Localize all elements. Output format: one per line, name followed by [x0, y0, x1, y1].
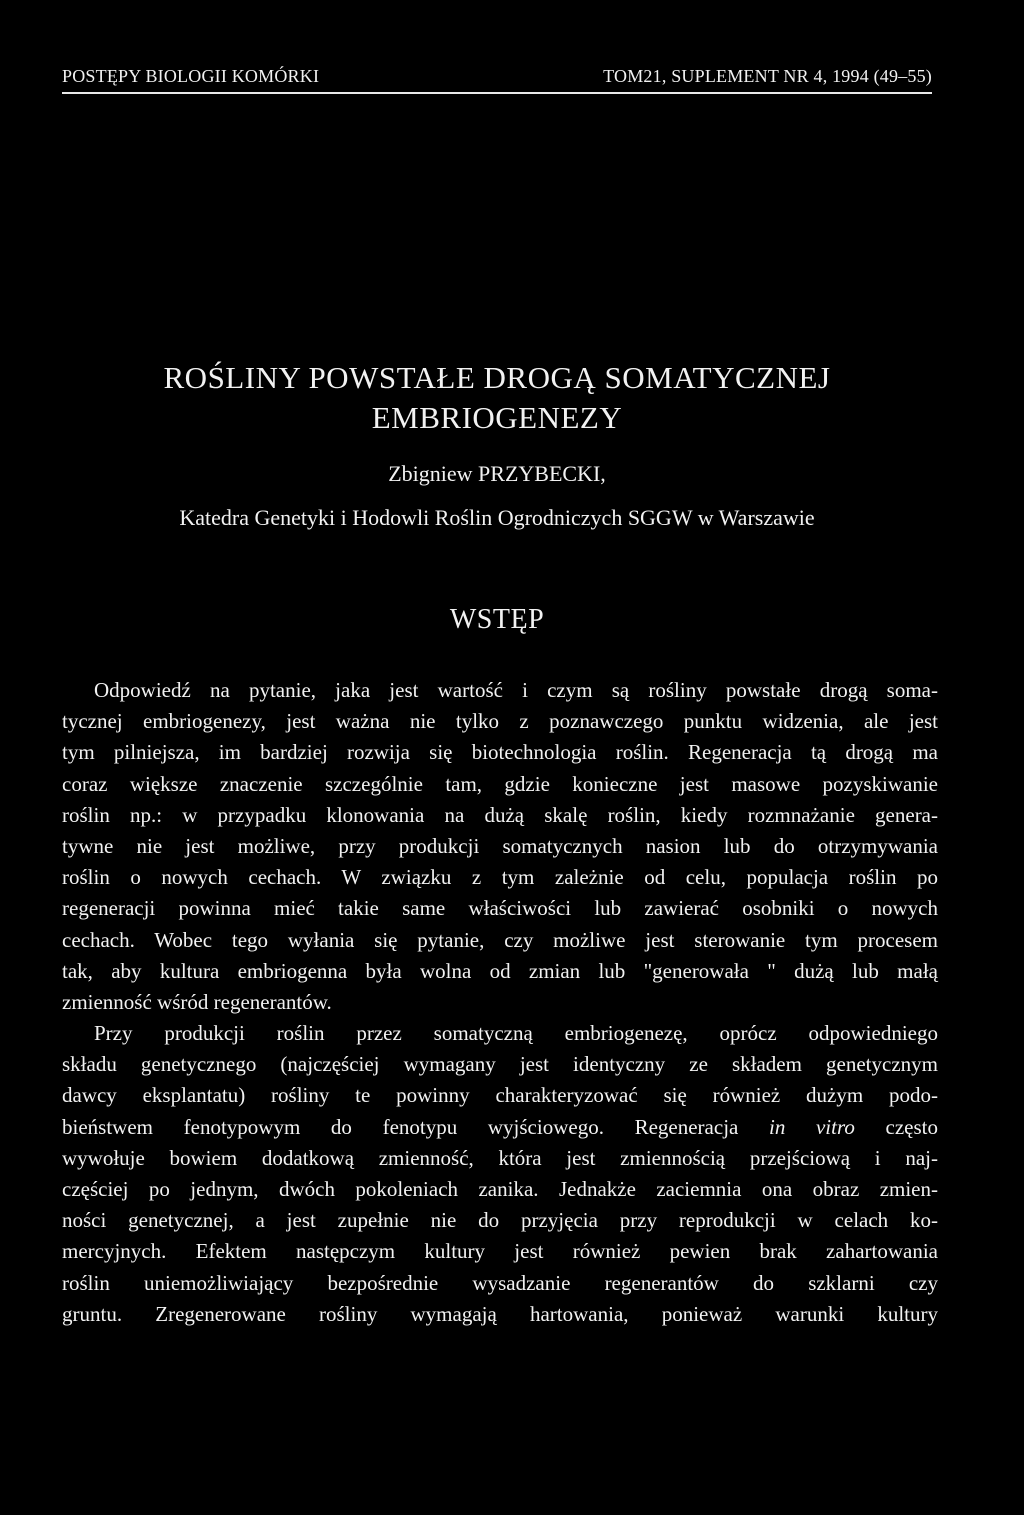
body-text	[62, 675, 938, 1330]
author-name: Zbigniew PRZYBECKI,	[388, 461, 606, 486]
header-rule	[62, 92, 932, 94]
body-line: tywne nie jest możliwe, przy produkcji somatycznych nasion lub do otrzymywania	[62, 833, 938, 858]
body-line: roślin np.: w przypadku klonowania na dużą skalę roślin, kiedy rozmnażanie genera-	[62, 802, 938, 827]
volume-info: TOM21, SUPLEMENT NR 4, 1994 (49–55)	[603, 66, 932, 86]
title-line: EMBRIOGENEZY	[371, 400, 623, 435]
latin-term: in vitro	[769, 1114, 855, 1139]
body-line: roślin uniemożliwiający bezpośrednie wysadzanie regenerantów do szklarni czy	[62, 1270, 938, 1295]
body-line: tycznej embriogenezy, jest ważna nie tylko z poznawczego punktu widzenia, ale jest	[62, 709, 938, 734]
body-line: mercyjnych. Efektem następczym kultury jest również pewien brak zahartowania	[62, 1239, 938, 1264]
body-line: coraz większe znaczenie szczególnie tam, gdzie konieczne jest masowe pozyskiwanie	[62, 771, 938, 796]
article-title	[62, 358, 932, 438]
section-heading: WSTĘP	[449, 604, 545, 635]
body-line: Odpowiedź na pytanie, jaka jest wartość i czym są rośliny powstałe drogą soma-	[94, 678, 938, 702]
body-line: cechach. Wobec tego wyłania się pytanie, czy możliwe jest sterowanie tym procesem	[62, 927, 938, 952]
body-line: dawcy eksplantatu) rośliny te powinny charakteryzować się również dużym podo-	[62, 1083, 938, 1108]
body-line: wywołuje bowiem dodatkową zmienność, która jest zmiennością przejściową i naj-	[62, 1145, 938, 1170]
body-line: regeneracji powinna mieć takie same właściwości lub zawierać osobniki o nowych	[62, 896, 938, 921]
title-line: ROŚLINY POWSTAŁE DROGĄ SOMATYCZNEJ	[163, 360, 831, 395]
body-line: częściej po jednym, dwóch pokoleniach zanika. Jednakże zaciemnia ona obraz zmien-	[62, 1177, 938, 1201]
body-line: tym pilniejsza, im bardziej rozwija się biotechnologia roślin. Regeneracja tą drogą ma	[62, 740, 938, 765]
author-affiliation: Katedra Genetyki i Hodowli Roślin Ogrodniczych SGGW w Warszawie	[179, 505, 815, 530]
body-line: Przy produkcji roślin przez somatyczną embriogenezę, oprócz odpowiedniego	[94, 1021, 938, 1046]
body-line: składu genetycznego (najczęściej wymagany jest identyczny ze składem genetycznym	[62, 1052, 938, 1077]
body-line: tak, aby kultura embriogenna była wolna od zmian lub "generowała " dużą lub małą	[62, 958, 938, 983]
body-line: gruntu. Zregenerowane rośliny wymagają hartowania, ponieważ warunki kultury	[62, 1301, 938, 1326]
running-head	[62, 62, 932, 90]
body-line: ności genetycznej, a jest zupełnie nie do przyjęcia przy reprodukcji w celach ko-	[62, 1208, 938, 1233]
body-line: zmienność wśród regenerantów.	[62, 989, 332, 1014]
body-line: roślin o nowych cechach. W związku z tym zależnie od celu, populacja roślin po	[62, 865, 938, 890]
body-line: bieństwem fenotypowym do fenotypu wyjściowego. Regeneracja in vitro często	[62, 1114, 938, 1139]
journal-name: POSTĘPY BIOLOGII KOMÓRKI	[62, 66, 320, 86]
